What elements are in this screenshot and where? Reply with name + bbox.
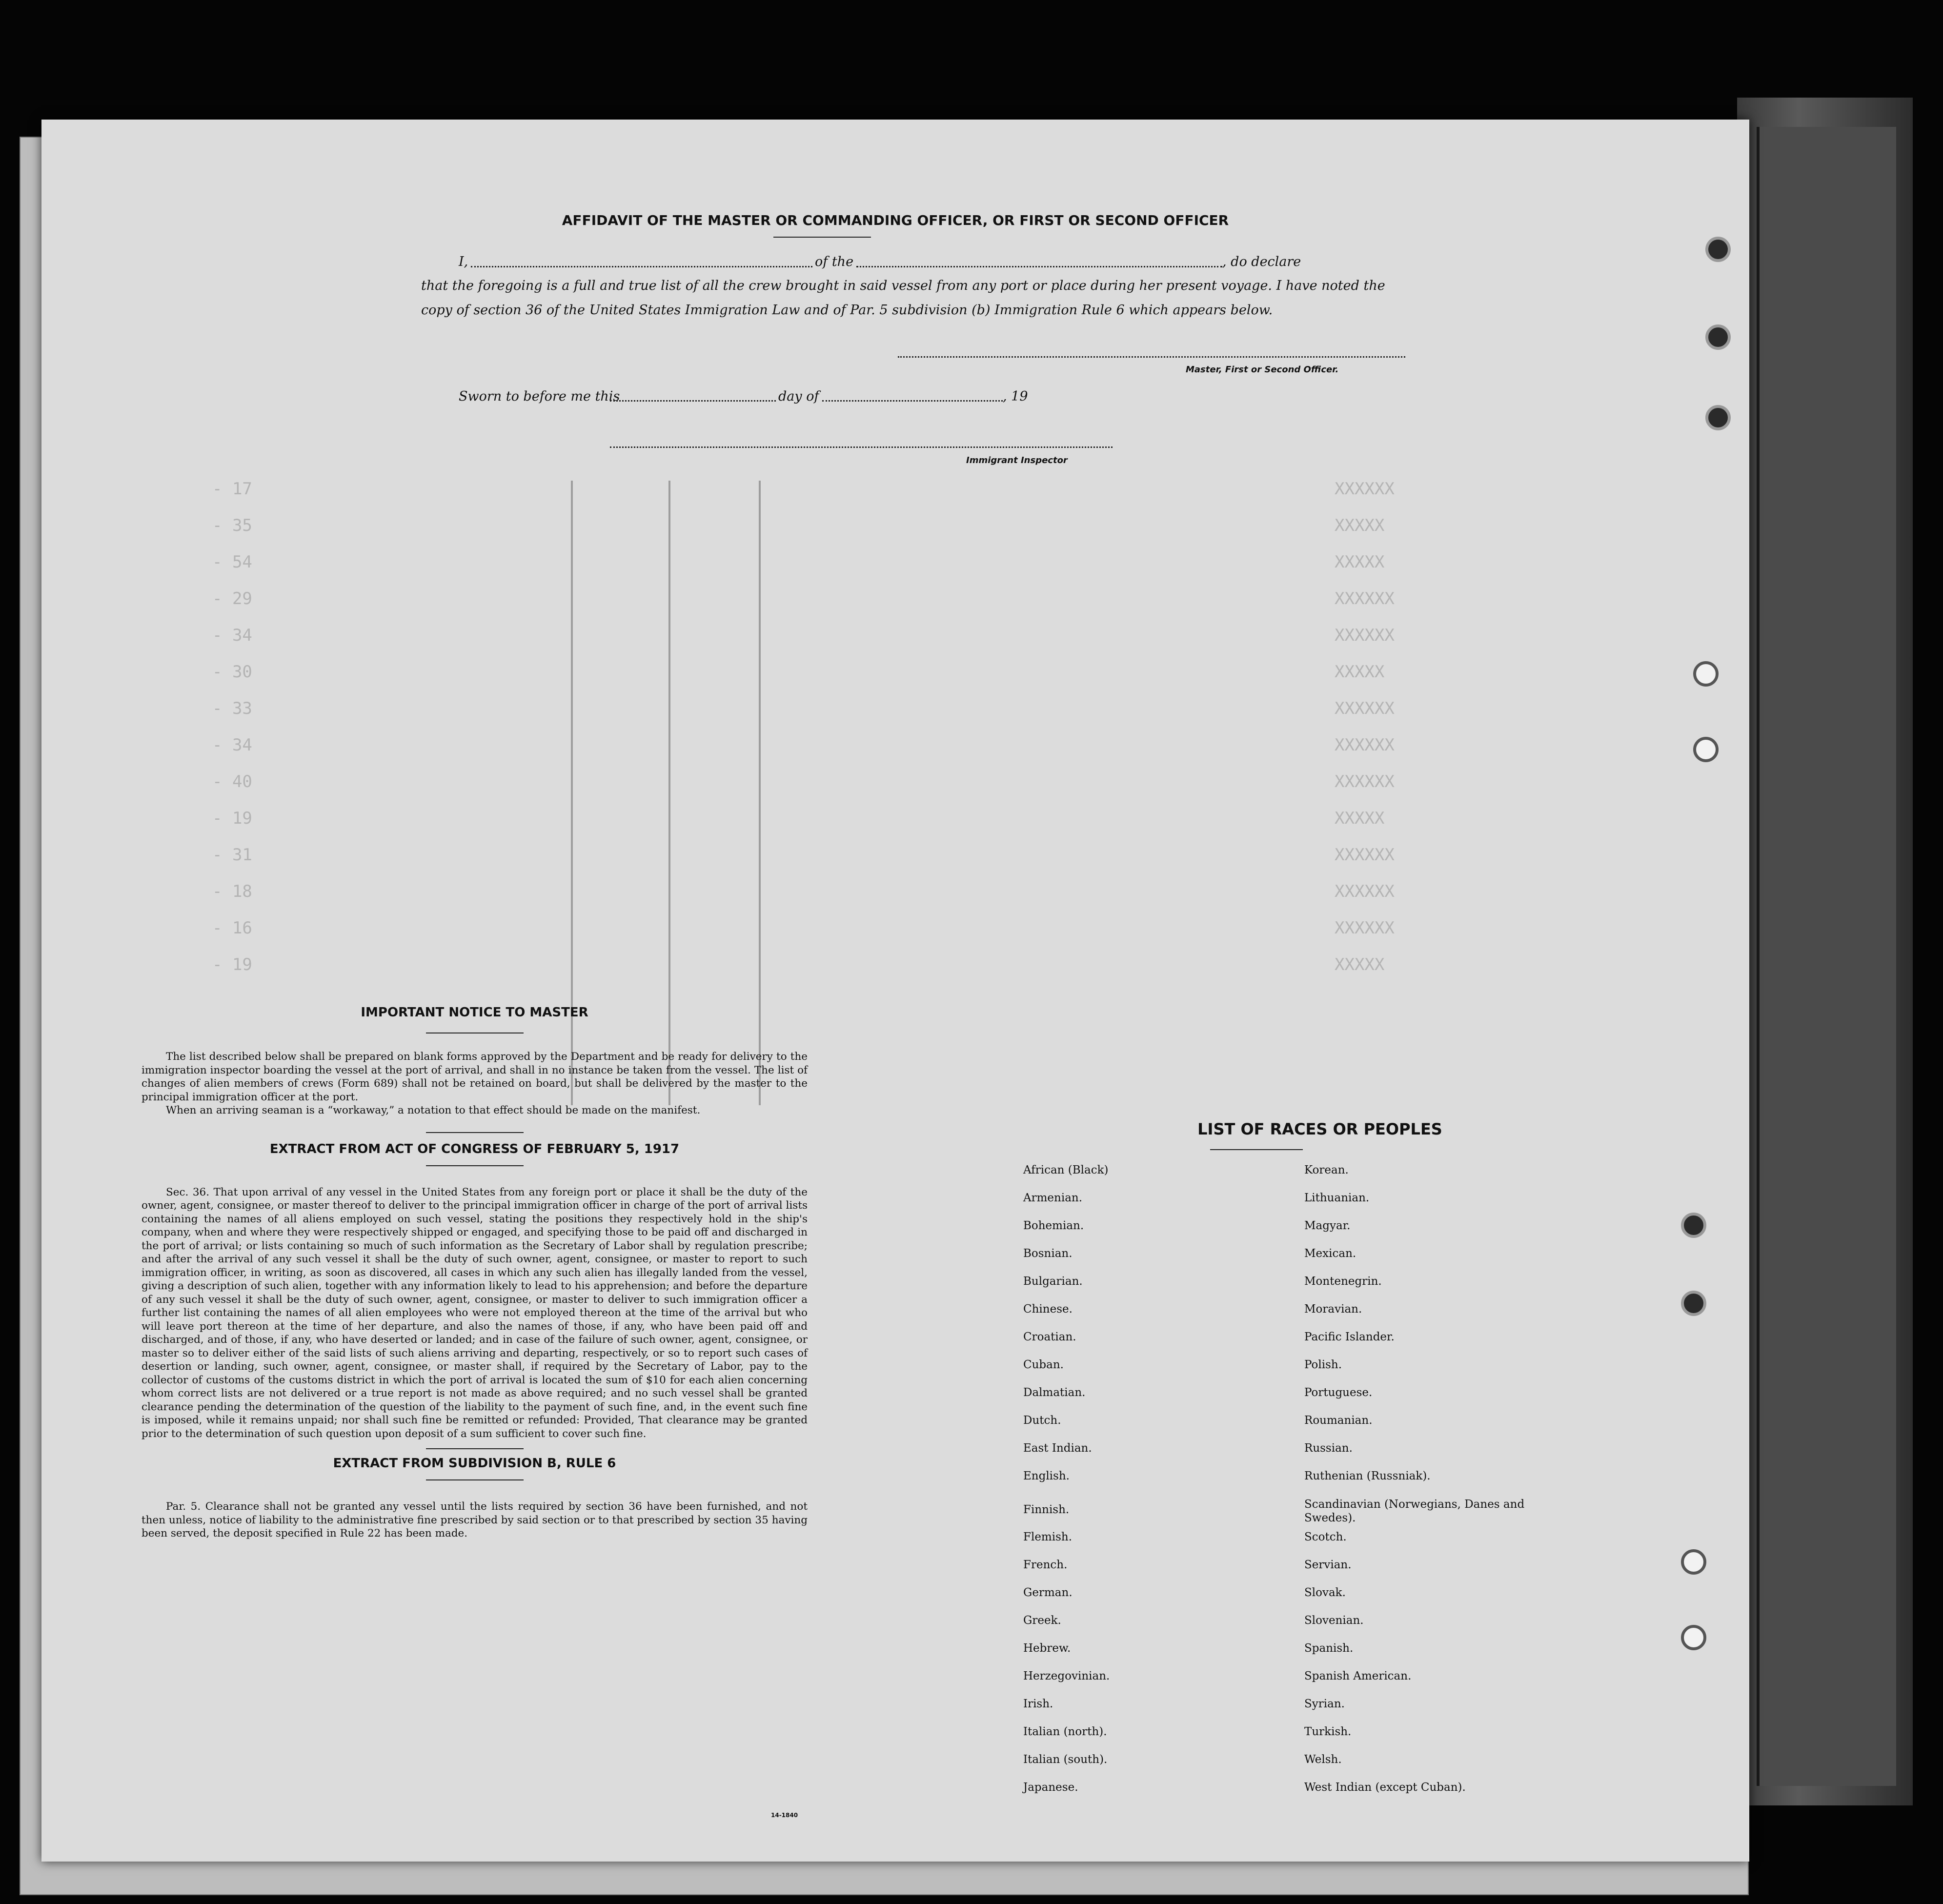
- race-item: Scotch.: [1304, 1531, 1347, 1543]
- binder-hole: [1681, 1291, 1706, 1316]
- race-item: Servian.: [1304, 1559, 1352, 1571]
- title-rule: [773, 237, 871, 238]
- race-item: Bohemian.: [1023, 1219, 1084, 1232]
- notice-column: [142, 1005, 808, 1540]
- race-item: Italian (north).: [1023, 1725, 1107, 1738]
- race-item: Scandinavian (Norwegians, Danes and Swedes).: [1304, 1498, 1525, 1524]
- binder-hole: [1681, 1625, 1706, 1650]
- race-item: West Indian (except Cuban).: [1304, 1781, 1466, 1794]
- race-item: Mexican.: [1304, 1247, 1356, 1260]
- race-item: Magyar.: [1304, 1219, 1351, 1232]
- form-number: 14-1840: [771, 1812, 798, 1819]
- year-label: , 19: [1003, 389, 1028, 404]
- race-item: Moravian.: [1304, 1303, 1362, 1316]
- binder-hole: [1681, 1213, 1706, 1238]
- race-item: Chinese.: [1023, 1303, 1073, 1316]
- affidavit-declare-label: , do declare: [1222, 254, 1301, 269]
- officer-name-field[interactable]: [471, 266, 812, 267]
- notice-paragraph-1: The list described below shall be prepared on blank forms approved by the Department and be ready for delivery to the immigration inspector boarding the vessel at the port of arrival, and shall in no instance be taken from the vessel. The list of changes of alien members of crews (Form 689) shall not be retained on board, but shall be delivered by the master to the principal immigration officer at the port.: [142, 1051, 808, 1103]
- binder-hole: [1693, 661, 1719, 687]
- master-signature-label: Master, First or Second Officer.: [1186, 365, 1339, 375]
- race-item: Finnish.: [1023, 1503, 1070, 1516]
- binder-cover: [1757, 127, 1896, 1786]
- ghost-names: XXXXXX XXXXX XXXXX XXXXXX XXXXXX XXXXX XXXXXX XXXXXX XXXXXX XXXXX XXXXXX XXXXXX XXXXXX XXXXX: [1335, 479, 1395, 974]
- act-rule: [426, 1132, 524, 1133]
- race-item: Syrian.: [1304, 1698, 1345, 1710]
- affidavit-title: AFFIDAVIT OF THE MASTER OR COMMANDING OFFICER, OR FIRST OR SECOND OFFICER: [562, 212, 1229, 228]
- race-item: African (Black): [1023, 1164, 1109, 1176]
- race-item: Dutch.: [1023, 1414, 1061, 1427]
- race-item: Bosnian.: [1023, 1247, 1073, 1260]
- race-item: Spanish American.: [1304, 1670, 1412, 1682]
- race-item: Montenegrin.: [1304, 1275, 1382, 1288]
- affidavit-line-3: copy of section 36 of the United States Immigration Law and of Par. 5 subdivision (b) Immigration Rule 6 which appears below.: [421, 303, 1273, 318]
- races-rule: [1210, 1149, 1303, 1150]
- race-item: Italian (south).: [1023, 1753, 1108, 1766]
- race-item: French.: [1023, 1559, 1068, 1571]
- act-rule-2: [426, 1165, 524, 1166]
- manifest-page: [41, 120, 1749, 1862]
- rule-heading: EXTRACT FROM SUBDIVISION B, RULE 6: [333, 1456, 616, 1471]
- race-item: Greek.: [1023, 1614, 1061, 1627]
- race-item: Armenian.: [1023, 1192, 1083, 1204]
- binder-hole: [1693, 737, 1719, 762]
- race-item: Lithuanian.: [1304, 1192, 1370, 1204]
- rule-rule: [426, 1448, 524, 1449]
- act-body: Sec. 36. That upon arrival of any vessel in the United States from any foreign port or place it shall be the duty of the owner, agent, consignee, or master thereof to deliver to the principal immigration officer in charge of the port of arrival lists containing the names of all aliens employed on such vessel, stating the positions they respectively hold in the ship's company, when and where they were respectively shipped or engaged, and specifying those to be paid off and discharged in the port of arrival; or lists containing so much of such information as the Secretary of Labor shall by regulation prescribe; and after the arrival of any such vessel it shall be the duty of such owner, agent, consignee, or master to report to such immigration officer, in writing, as soon as discovered, all cases in which any such alien has illegally landed from the vessel, giving a description of such alien, together with any information likely to lead to his apprehension; and before the departure of any such vessel it shall be the duty of such owner, agent, consignee, or master to deliver to such immigration officer a further list containing the names of all alien employees who were not employed thereon at the time of the arrival but who will leave port thereon at the time of her departure, and also the names of those, if any, who have been paid off and discharged, and of those, if any, who have deserted or landed; and in case of the failure of such owner, agent, consignee, or master so to deliver either of the said lists of such aliens arriving and departing, respectively, or so to report such cases of desertion or landing, such owner, agent, consignee, or master shall, if required by the Secretary of Labor, pay to the collector of customs of the customs district in which the port of arrival is located the sum of $10 for each alien concerning whom correct lists are not delivered or a true report is not made as above required; and no such vessel shall be granted clearance pending the determination of the question of the liability to the payment of such fine, and, in the event such fine is imposed, while it remains unpaid; nor shall such fine be remitted or refunded: Provided, That clearance may be granted prior to the determination of such question upon deposit of a sum sufficient to cover such fine.: [142, 1186, 808, 1440]
- ghost-numbers: - 17 - 35 - 54 - 29 - 34 - 30 - 33 - 34 - 40 - 19 - 31 - 18 - 16 - 19: [212, 479, 252, 974]
- race-item: Korean.: [1304, 1164, 1349, 1176]
- race-item: English.: [1023, 1470, 1070, 1482]
- inspector-signature-field[interactable]: [610, 446, 1113, 448]
- race-item: Bulgarian.: [1023, 1275, 1083, 1288]
- race-item: Roumanian.: [1304, 1414, 1373, 1427]
- race-item: Slovak.: [1304, 1586, 1346, 1599]
- inspector-label: Immigrant Inspector: [966, 455, 1068, 466]
- race-item: Ruthenian (Russniak).: [1304, 1470, 1431, 1482]
- affidavit-of-the-label: of the: [815, 254, 854, 269]
- race-item: Cuban.: [1023, 1358, 1064, 1371]
- notice-paragraph-2: When an arriving seaman is a “workaway,” a notation to that effect should be made on the manifest.: [166, 1104, 701, 1116]
- rule-rule-2: [426, 1479, 524, 1480]
- affidavit-i-label: I,: [459, 254, 468, 269]
- notice-heading: IMPORTANT NOTICE TO MASTER: [361, 1005, 588, 1020]
- race-item: Russian.: [1304, 1442, 1353, 1455]
- sworn-day-field[interactable]: [610, 400, 776, 402]
- race-item: Slovenian.: [1304, 1614, 1364, 1627]
- rule-body: Par. 5. Clearance shall not be granted any vessel until the lists required by section 36 have been furnished, and not then unless, notice of liability to the administrative fine prescribed by said section or to that prescribed by section 35 having been served, the deposit specified in Rule 22 has been made.: [142, 1500, 808, 1539]
- sworn-label: Sworn to before me this: [459, 389, 620, 404]
- act-heading: EXTRACT FROM ACT OF CONGRESS OF FEBRUARY 5, 1917: [269, 1141, 680, 1156]
- race-item: Welsh.: [1304, 1753, 1342, 1766]
- race-item: German.: [1023, 1586, 1073, 1599]
- race-item: East Indian.: [1023, 1442, 1092, 1455]
- binder-hole: [1705, 237, 1731, 262]
- race-item: Spanish.: [1304, 1642, 1354, 1655]
- vessel-name-field[interactable]: [856, 266, 1222, 267]
- race-item: Turkish.: [1304, 1725, 1352, 1738]
- master-signature-field[interactable]: [898, 356, 1405, 358]
- race-item: Herzegovinian.: [1023, 1670, 1110, 1682]
- race-item: Hebrew.: [1023, 1642, 1071, 1655]
- race-item: Flemish.: [1023, 1531, 1073, 1543]
- races-title: LIST OF RACES OR PEOPLES: [1197, 1120, 1442, 1138]
- binder-hole: [1705, 324, 1731, 350]
- race-item: Croatian.: [1023, 1331, 1076, 1343]
- race-item: Irish.: [1023, 1698, 1053, 1710]
- race-item: Japanese.: [1023, 1781, 1078, 1794]
- race-item: Dalmatian.: [1023, 1386, 1086, 1399]
- sworn-month-field[interactable]: [822, 400, 1003, 402]
- race-item: Portuguese.: [1304, 1386, 1373, 1399]
- affidavit-line-2: that the foregoing is a full and true list of all the crew brought in said vessel from any port or place during her present voyage. I have noted the: [421, 278, 1385, 293]
- binder-hole: [1705, 405, 1731, 430]
- day-of-label: day of: [778, 389, 819, 404]
- binder-hole: [1681, 1549, 1706, 1575]
- race-item: Pacific Islander.: [1304, 1331, 1395, 1343]
- race-item: Polish.: [1304, 1358, 1342, 1371]
